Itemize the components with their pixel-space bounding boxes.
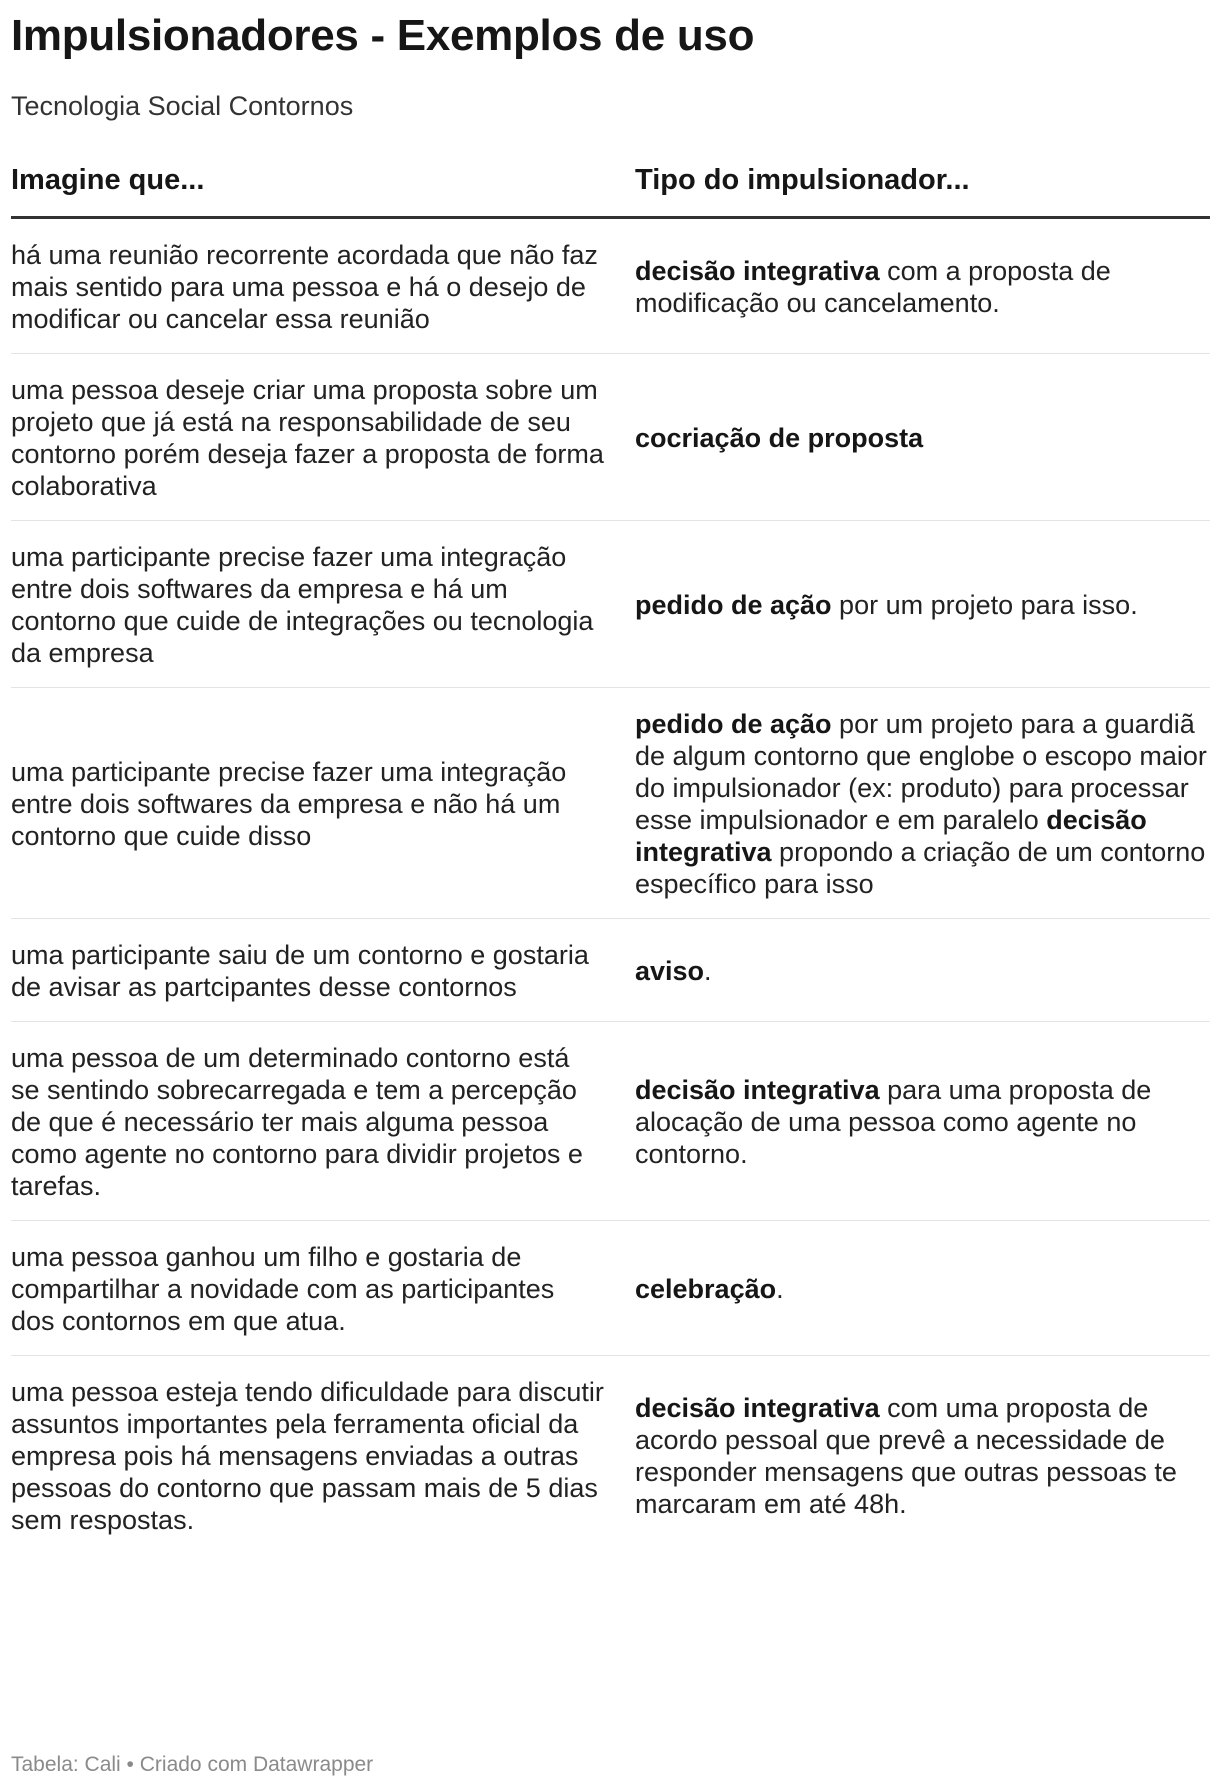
table-header-row: [11, 162, 1210, 218]
examples-table: [11, 162, 1210, 1554]
situation-cell: uma pessoa ganhou um filho e gostaria de compartilhar a novidade com as participantes dos contornos em que atua.: [11, 1221, 635, 1356]
impulsionador-type-detail: para uma proposta de alocação de uma pessoa como agente no contorno.: [635, 1075, 1152, 1169]
impulsionador-type-cell: [635, 521, 1210, 688]
impulsionador-type-detail: .: [704, 956, 712, 986]
table-row: [11, 354, 1210, 521]
impulsionador-type-cell: [635, 218, 1210, 354]
impulsionador-type-cell: [635, 1022, 1210, 1221]
impulsionador-type-cell: [635, 1356, 1210, 1555]
table-row: [11, 1221, 1210, 1356]
situation-cell: há uma reunião recorrente acordada que não faz mais sentido para uma pessoa e há o desejo de modificar ou cancelar essa reunião: [11, 218, 635, 354]
impulsionador-type-detail: propondo a criação de um contorno específico para isso: [635, 837, 1206, 899]
situation-cell: uma pessoa de um determinado contorno está se sentindo sobrecarregada e tem a percepção de que é necessário ter mais alguma pessoa como agente no contorno para dividir projetos e tarefas.: [11, 1022, 635, 1221]
source-footer: Tabela: Cali • Criado com Datawrapper: [11, 1753, 374, 1776]
situation-cell: uma pessoa deseje criar uma proposta sobre um projeto que já está na responsabilidade de seu contorno porém deseja fazer a proposta de forma colaborativa: [11, 354, 635, 521]
situation-cell: uma participante precise fazer uma integração entre dois softwares da empresa e não há um contorno que cuide disso: [11, 688, 635, 919]
impulsionador-type-detail: com uma proposta de acordo pessoal que prevê a necessidade de responder mensagens que outras pessoas te marcaram em até 48h.: [635, 1393, 1177, 1519]
situation-cell: uma participante precise fazer uma integração entre dois softwares da empresa e há um contorno que cuide de integrações ou tecnologia da empresa: [11, 521, 635, 688]
impulsionador-type-cell: [635, 919, 1210, 1022]
column-header-situation: Imagine que...: [11, 162, 635, 218]
page-subtitle: Tecnologia Social Contornos: [11, 91, 354, 121]
impulsionador-type-name: decisão integrativa: [635, 1075, 880, 1105]
table-row: [11, 521, 1210, 688]
impulsionador-type-name: cocriação de proposta: [635, 423, 924, 453]
impulsionador-type-detail: por um projeto para isso.: [831, 590, 1138, 620]
situation-cell: uma participante saiu de um contorno e gostaria de avisar as partcipantes desse contornos: [11, 919, 635, 1022]
impulsionador-type-detail: com a proposta de modificação ou cancelamento.: [635, 256, 1111, 318]
table-row: [11, 688, 1210, 919]
impulsionador-type-cell: [635, 1221, 1210, 1356]
impulsionador-type-name: decisão integrativa: [635, 256, 880, 286]
impulsionador-type-name: aviso: [635, 956, 705, 986]
impulsionador-type-name: decisão integrativa: [635, 805, 1147, 867]
table-row: [11, 1022, 1210, 1221]
impulsionador-type-detail: .: [776, 1274, 784, 1304]
table-row: [11, 218, 1210, 354]
impulsionador-type-cell: [635, 688, 1210, 919]
page-title: Impulsionadores - Exemplos de uso: [11, 11, 755, 60]
table-row: [11, 919, 1210, 1022]
situation-cell: uma pessoa esteja tendo dificuldade para discutir assuntos importantes pela ferramenta oficial da empresa pois há mensagens enviadas a outras pessoas do contorno que passam mais de 5 dias sem respostas.: [11, 1377, 604, 1535]
impulsionador-type-name: celebração: [635, 1274, 777, 1304]
table-body: [11, 218, 1210, 1555]
impulsionador-type-detail: por um projeto para a guardiã de algum contorno que englobe o escopo maior do impulsionador (ex: produto) para processar esse impulsionador e em paralelo: [635, 709, 1207, 835]
impulsionador-type-name: pedido de ação: [635, 709, 832, 739]
impulsionador-type-name: decisão integrativa: [635, 1393, 880, 1423]
impulsionador-type-cell: [635, 354, 1210, 521]
table-row: [11, 1356, 1210, 1555]
impulsionador-type-name: pedido de ação: [635, 590, 832, 620]
column-header-type: Tipo do impulsionador...: [635, 162, 1210, 218]
